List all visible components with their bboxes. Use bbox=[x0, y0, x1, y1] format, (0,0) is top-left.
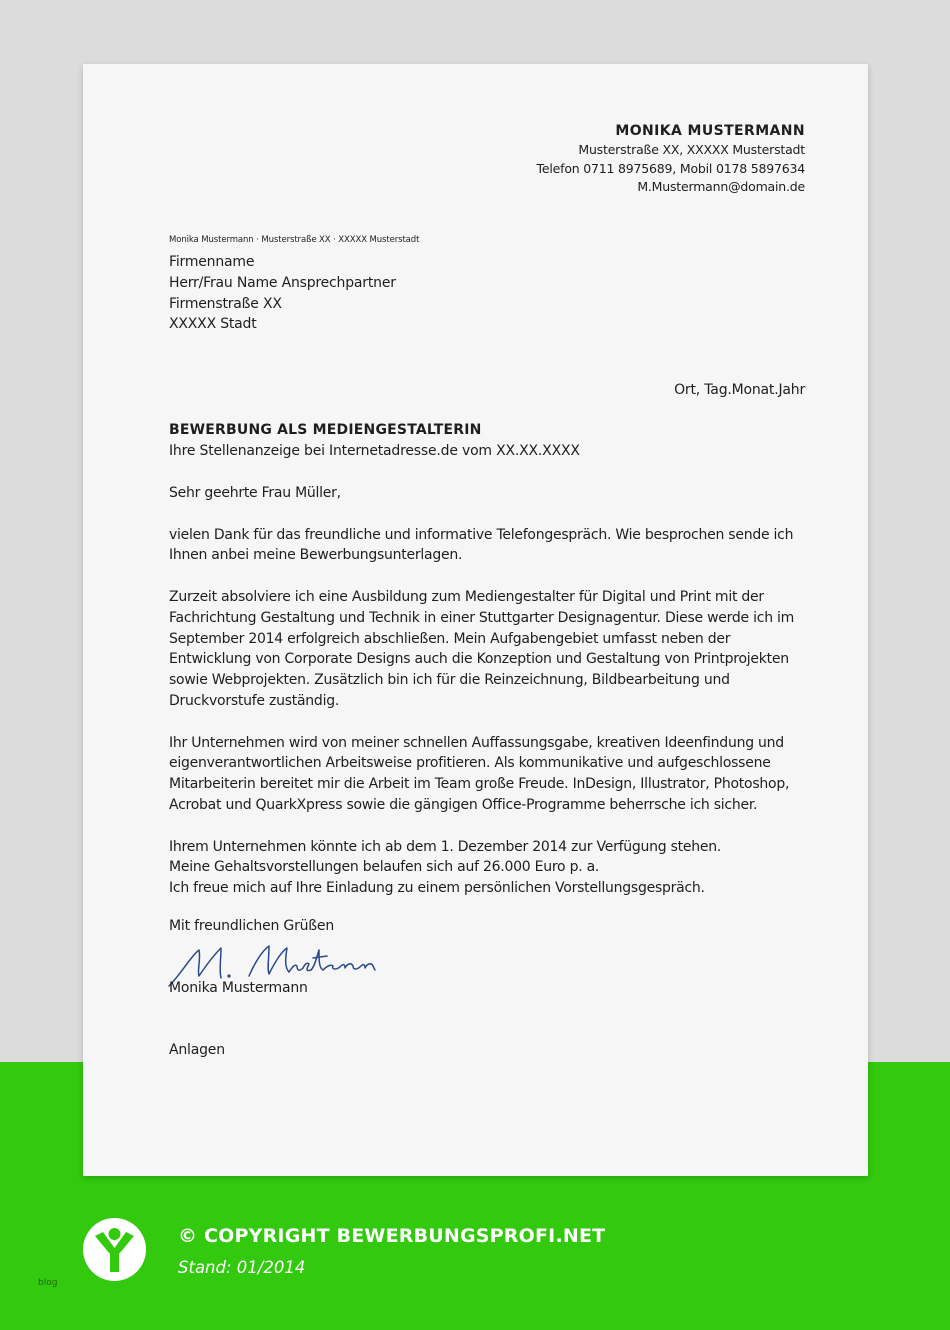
sender-street: Musterstraße XX, XXXXX Musterstadt bbox=[578, 142, 805, 157]
subject-block bbox=[169, 420, 580, 462]
stand-date: Stand: 01/2014 bbox=[178, 1258, 306, 1277]
sender-block bbox=[537, 122, 805, 197]
person-cheering-icon bbox=[83, 1218, 146, 1281]
body-paragraph: Ihr Unternehmen wird von meiner schnellen Auffassungsgabe, kreativen Ideenfindung und eigenverantwortlichen Arbeitsweise profitieren. Als kommunikative und aufgeschlossene Mitarbeiterin bereitet mir die Arbeit im Team große Freude. InDesign, Illustrator, Photoshop, Acrobat und QuarkXpress sowie die gängigen Office-Programme beherrsche ich sicher. bbox=[169, 734, 790, 813]
recipient-company: Firmenname bbox=[169, 254, 255, 270]
recipient-street: Firmenstraße XX bbox=[169, 295, 282, 312]
body-line: Meine Gehaltsvorstellungen belaufen sich auf 26.000 Euro p. a. bbox=[169, 859, 600, 876]
letter-page bbox=[83, 64, 868, 1176]
return-address-line: Monika Mustermann · Musterstraße XX · XXXXX Musterstadt bbox=[169, 235, 420, 245]
copyright-notice: © COPYRIGHT BEWERBUNGSPROFI.NET bbox=[178, 1225, 606, 1247]
recipient-city: XXXXX Stadt bbox=[169, 316, 257, 333]
subject-reference: Ihre Stellenanzeige bei Internetadresse.de vom XX.XX.XXXX bbox=[169, 443, 580, 459]
body-line: Ich freue mich auf Ihre Einladung zu einem persönlichen Vorstellungsgespräch. bbox=[169, 880, 705, 897]
sender-name: MONIKA MUSTERMANN bbox=[615, 123, 805, 139]
closing: Mit freundlichen Grüßen bbox=[169, 918, 334, 934]
body-line: Ihrem Unternehmen könnte ich ab dem 1. Dezember 2014 zur Verfügung stehen. bbox=[169, 838, 722, 855]
salutation: Sehr geehrte Frau Müller, bbox=[169, 485, 341, 501]
letter-body bbox=[169, 483, 809, 899]
enclosures-label: Anlagen bbox=[169, 1042, 225, 1058]
blog-label: blog bbox=[38, 1278, 58, 1288]
recipient-block bbox=[169, 252, 396, 335]
sender-email: M.Mustermann@domain.de bbox=[637, 179, 805, 194]
recipient-contact: Herr/Frau Name Ansprechpartner bbox=[169, 274, 396, 291]
signed-name: Monika Mustermann bbox=[169, 980, 308, 996]
sender-phone: Telefon 0711 8975689, Mobil 0178 5897634 bbox=[536, 160, 805, 176]
letter-date: Ort, Tag.Monat.Jahr bbox=[674, 382, 805, 398]
body-paragraph: Zurzeit absolviere ich eine Ausbildung zum Mediengestalter für Digital und Print mit der Fachrichtung Gestaltung und Technik in einer Stuttgarter Designagentur. Diese werde ich im September 2014 erfolgreich abschließen. Mein Aufgabengebiet umfasst neben der Entwicklung von Corporate Designs auch die Konzeption und Gestaltung von Printprojekten sowie Webprojekten. Zusätzlich bin ich für die Reinzeichnung, Bildbearbeitung und Druckvorstufe zuständig. bbox=[169, 588, 795, 709]
subject-title: BEWERBUNG ALS MEDIENGESTALTERIN bbox=[169, 422, 482, 438]
body-paragraph: vielen Dank für das freundliche und informative Telefongespräch. Wie besprochen sende ich Ihnen anbei meine Bewerbungsunterlagen. bbox=[169, 526, 794, 564]
